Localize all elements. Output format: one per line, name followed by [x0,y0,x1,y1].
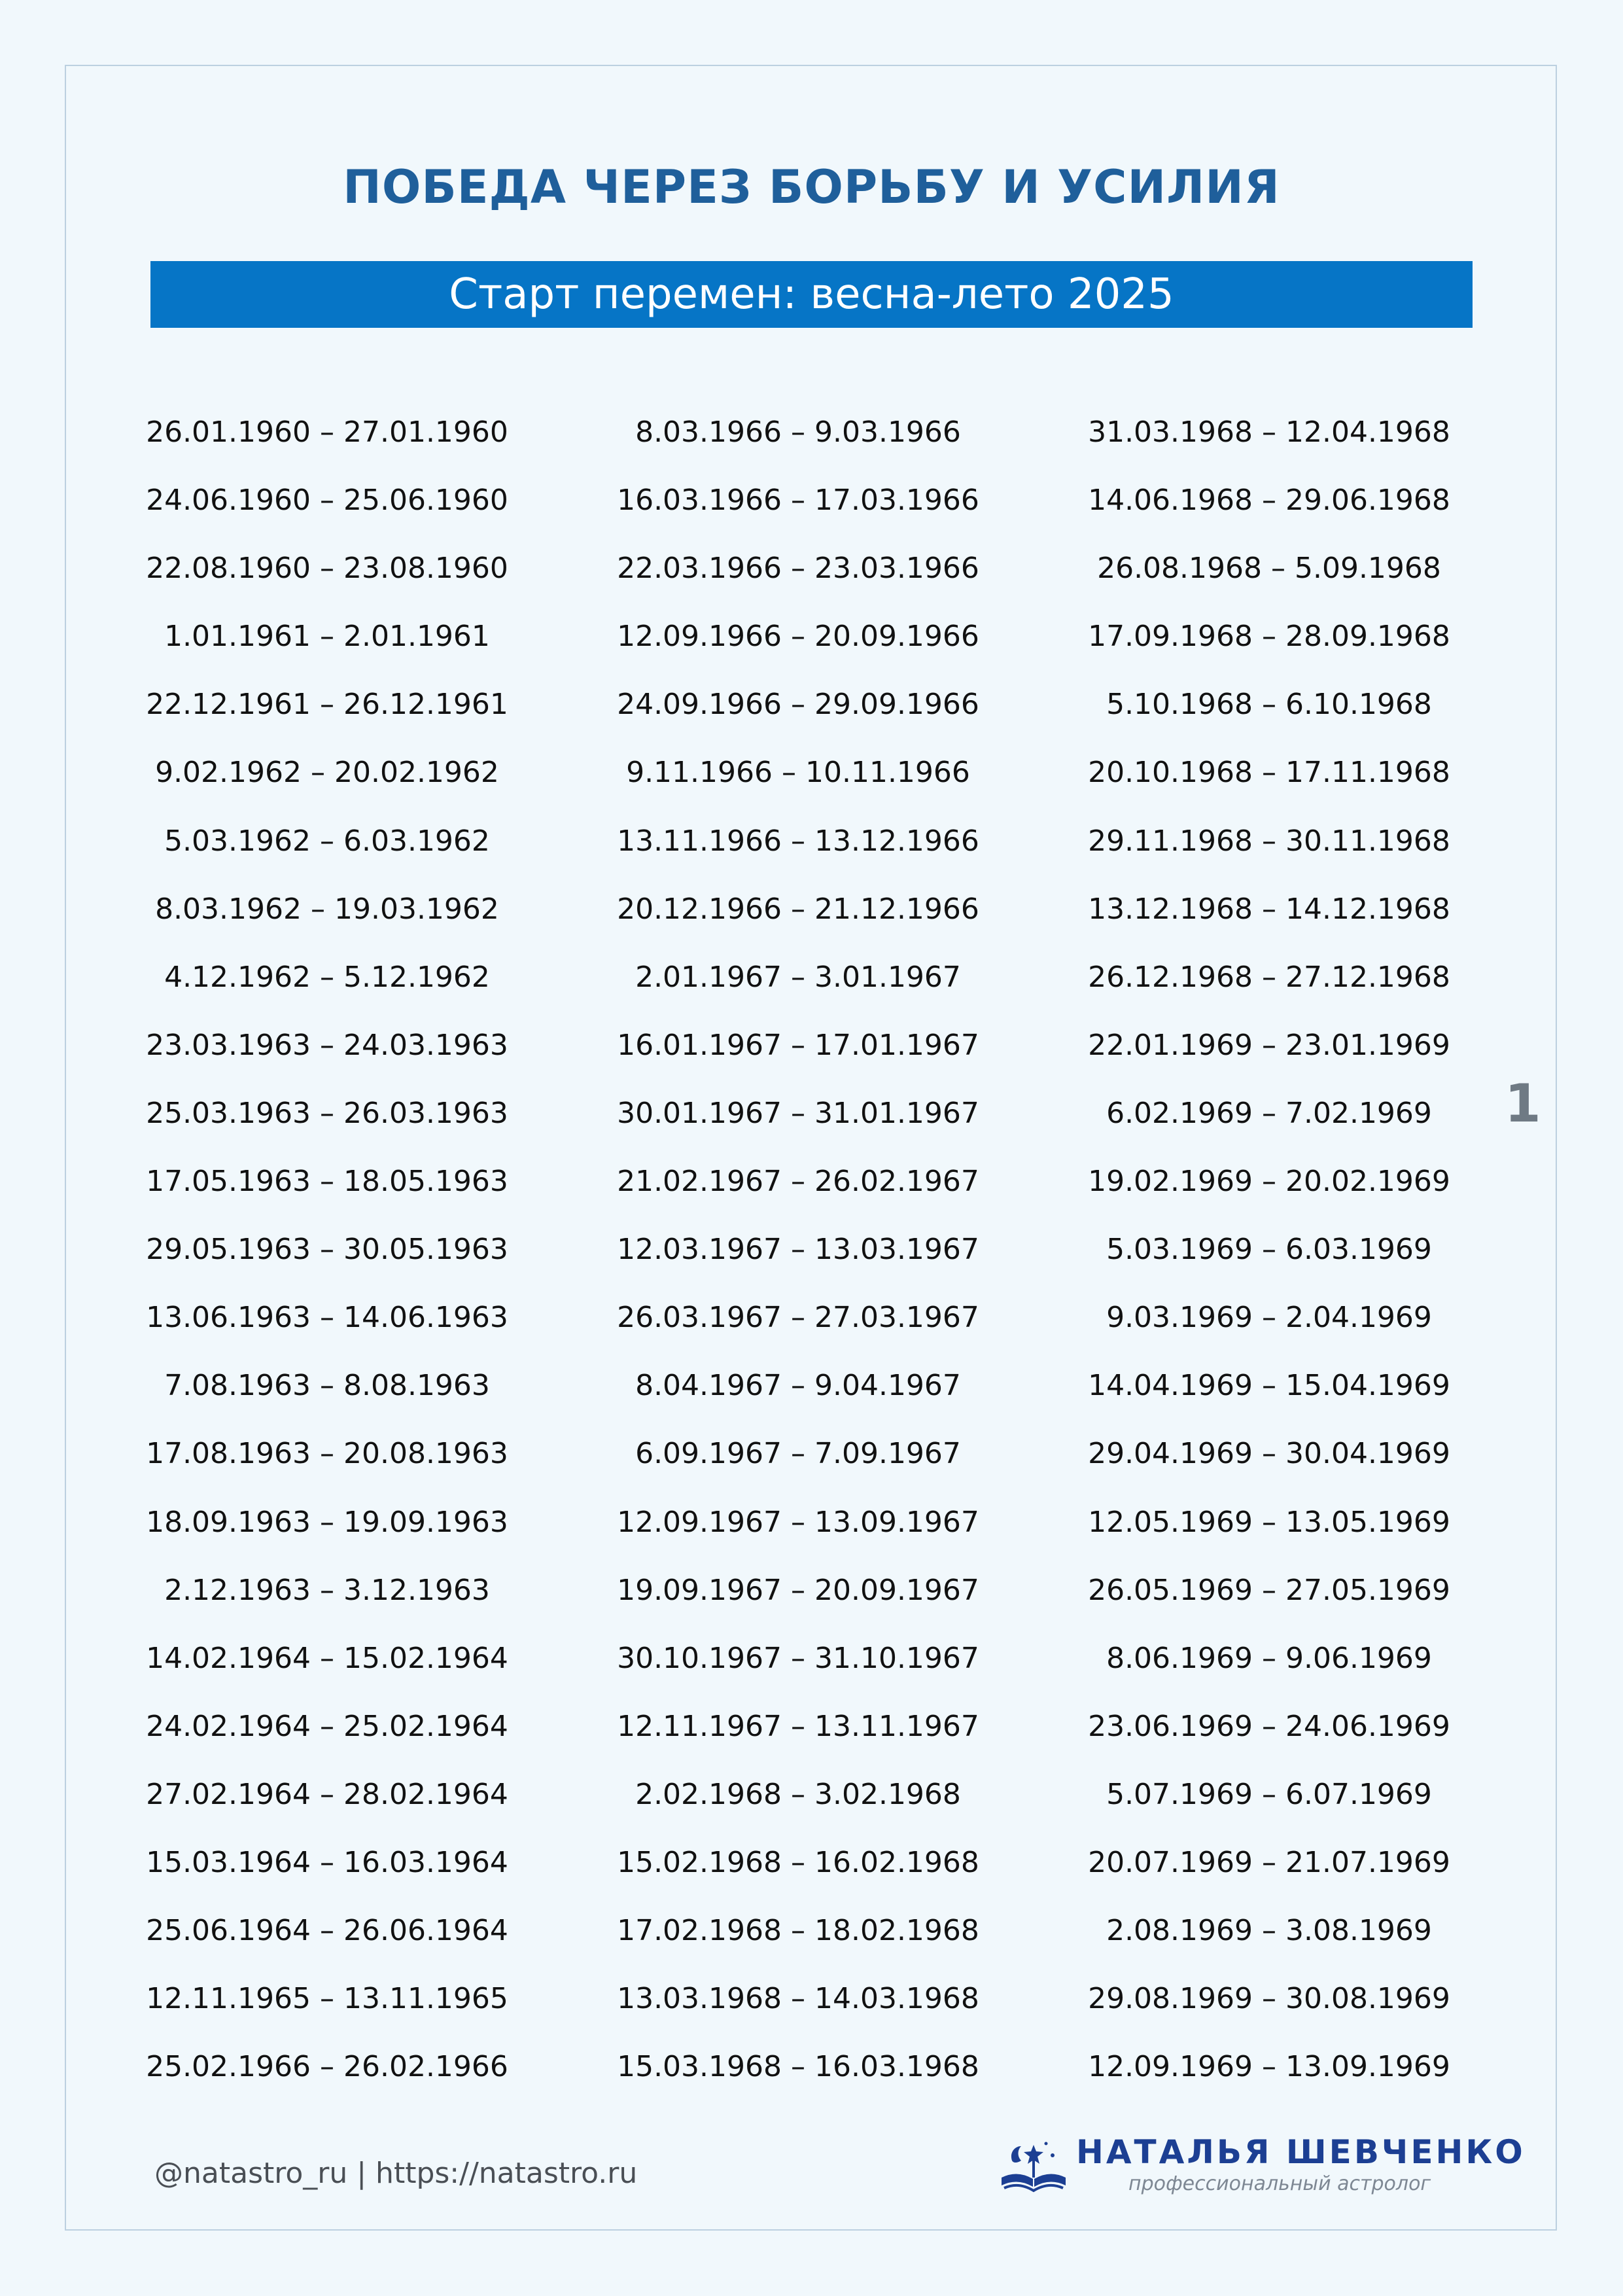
date-range-item: 23.03.1963 – 24.03.1963 [146,1028,508,1062]
date-range-item: 5.07.1969 – 6.07.1969 [1106,1777,1432,1811]
date-range-item: 9.03.1969 – 2.04.1969 [1106,1301,1432,1335]
date-range-item: 26.08.1968 – 5.09.1968 [1097,552,1441,586]
date-column-3 [1053,408,1485,2111]
date-range-item: 2.08.1969 – 3.08.1969 [1106,1914,1432,1948]
open-book-star-icon [998,2132,1070,2195]
date-range-item: 2.02.1968 – 3.02.1968 [635,1777,961,1811]
date-range-item: 14.06.1968 – 29.06.1968 [1088,484,1450,518]
date-range-item: 29.04.1969 – 30.04.1969 [1088,1437,1450,1471]
date-range-item: 12.11.1967 – 13.11.1967 [617,1709,979,1743]
date-range-item: 2.12.1963 – 3.12.1963 [164,1573,490,1607]
date-range-item: 26.03.1967 – 27.03.1967 [617,1301,979,1335]
date-range-item: 16.03.1966 – 17.03.1966 [617,484,979,518]
date-range-item: 9.11.1966 – 10.11.1966 [626,756,970,790]
date-range-item: 22.08.1960 – 23.08.1960 [146,552,508,586]
date-range-item: 25.03.1963 – 26.03.1963 [146,1096,508,1130]
date-range-item: 22.12.1961 – 26.12.1961 [146,688,508,722]
date-range-item: 19.02.1969 – 20.02.1969 [1088,1165,1450,1199]
subtitle-text: Старт перемен: весна-лето 2025 [449,270,1174,319]
date-range-item: 9.02.1962 – 20.02.1962 [155,756,499,790]
date-column-2 [582,408,1014,2111]
date-range-item: 30.10.1967 – 31.10.1967 [617,1641,979,1675]
page-number: 1 [1505,1073,1541,1134]
date-range-item: 12.09.1967 – 13.09.1967 [617,1505,979,1539]
date-range-item: 21.02.1967 – 26.02.1967 [617,1165,979,1199]
date-range-item: 2.01.1967 – 3.01.1967 [635,960,961,994]
date-range-item: 12.09.1969 – 13.09.1969 [1088,2050,1450,2084]
date-range-item: 25.06.1964 – 26.06.1964 [146,1914,508,1948]
page-title: ПОБЕДА ЧЕРЕЗ БОРЬБУ И УСИЛИЯ [343,160,1280,214]
footer-social-links: @natastro_ru | https://natastro.ru [154,2157,638,2190]
date-range-item: 6.09.1967 – 7.09.1967 [635,1437,961,1471]
date-range-item: 8.03.1966 – 9.03.1966 [635,415,961,449]
date-range-item: 12.03.1967 – 13.03.1967 [617,1233,979,1267]
date-range-item: 17.08.1963 – 20.08.1963 [146,1437,508,1471]
date-range-item: 5.03.1962 – 6.03.1962 [164,824,490,858]
date-range-item: 24.06.1960 – 25.06.1960 [146,484,508,518]
date-range-item: 12.11.1965 – 13.11.1965 [146,1982,508,2016]
date-range-item: 26.01.1960 – 27.01.1960 [146,415,508,449]
date-range-item: 30.01.1967 – 31.01.1967 [617,1096,979,1130]
date-range-item: 12.09.1966 – 20.09.1966 [617,620,979,654]
date-range-item: 4.12.1962 – 5.12.1962 [164,960,490,994]
date-range-item: 17.09.1968 – 28.09.1968 [1088,620,1450,654]
date-range-item: 15.02.1968 – 16.02.1968 [617,1845,979,1879]
date-range-item: 13.06.1963 – 14.06.1963 [146,1301,508,1335]
date-range-item: 24.02.1964 – 25.02.1964 [146,1709,508,1743]
date-range-item: 20.12.1966 – 21.12.1966 [617,892,979,926]
date-range-item: 29.11.1968 – 30.11.1968 [1088,824,1450,858]
logo-name: НАТАЛЬЯ ШЕВЧЕНКО [1076,2133,1526,2171]
date-range-item: 7.08.1963 – 8.08.1963 [164,1369,490,1403]
date-range-item: 20.10.1968 – 17.11.1968 [1088,756,1450,790]
date-range-item: 13.11.1966 – 13.12.1966 [617,824,979,858]
date-range-item: 12.05.1969 – 13.05.1969 [1088,1505,1450,1539]
date-range-item: 6.02.1969 – 7.02.1969 [1106,1096,1432,1130]
date-range-item: 26.12.1968 – 27.12.1968 [1088,960,1450,994]
date-range-item: 27.02.1964 – 28.02.1964 [146,1777,508,1811]
date-range-item: 13.12.1968 – 14.12.1968 [1088,892,1450,926]
date-range-item: 25.02.1966 – 26.02.1966 [146,2050,508,2084]
date-range-item: 20.07.1969 – 21.07.1969 [1088,1845,1450,1879]
date-range-item: 26.05.1969 – 27.05.1969 [1088,1573,1450,1607]
date-range-item: 18.09.1963 – 19.09.1963 [146,1505,508,1539]
logo-subtitle: профессиональный астролог [1128,2172,1431,2195]
date-range-item: 5.10.1968 – 6.10.1968 [1106,688,1432,722]
date-range-item: 22.01.1969 – 23.01.1969 [1088,1028,1450,1062]
date-range-item: 17.02.1968 – 18.02.1968 [617,1914,979,1948]
date-range-item: 8.04.1967 – 9.04.1967 [635,1369,961,1403]
date-range-item: 29.05.1963 – 30.05.1963 [146,1233,508,1267]
date-range-item: 14.04.1969 – 15.04.1969 [1088,1369,1450,1403]
subtitle-banner [150,261,1473,328]
date-range-item: 16.01.1967 – 17.01.1967 [617,1028,979,1062]
date-range-item: 5.03.1969 – 6.03.1969 [1106,1233,1432,1267]
date-range-item: 13.03.1968 – 14.03.1968 [617,1982,979,2016]
date-range-item: 24.09.1966 – 29.09.1966 [617,688,979,722]
date-range-item: 31.03.1968 – 12.04.1968 [1088,415,1450,449]
date-range-item: 15.03.1964 – 16.03.1964 [146,1845,508,1879]
date-range-item: 17.05.1963 – 18.05.1963 [146,1165,508,1199]
date-range-item: 22.03.1966 – 23.03.1966 [617,552,979,586]
date-range-item: 8.06.1969 – 9.06.1969 [1106,1641,1432,1675]
date-range-item: 29.08.1969 – 30.08.1969 [1088,1982,1450,2016]
date-range-item: 1.01.1961 – 2.01.1961 [164,620,490,654]
date-range-item: 14.02.1964 – 15.02.1964 [146,1641,508,1675]
date-column-1 [111,408,543,2111]
date-range-item: 15.03.1968 – 16.03.1968 [617,2050,979,2084]
date-range-item: 8.03.1962 – 19.03.1962 [155,892,499,926]
date-range-item: 23.06.1969 – 24.06.1969 [1088,1709,1450,1743]
date-range-item: 19.09.1967 – 20.09.1967 [617,1573,979,1607]
brand-logo [998,2127,1526,2199]
